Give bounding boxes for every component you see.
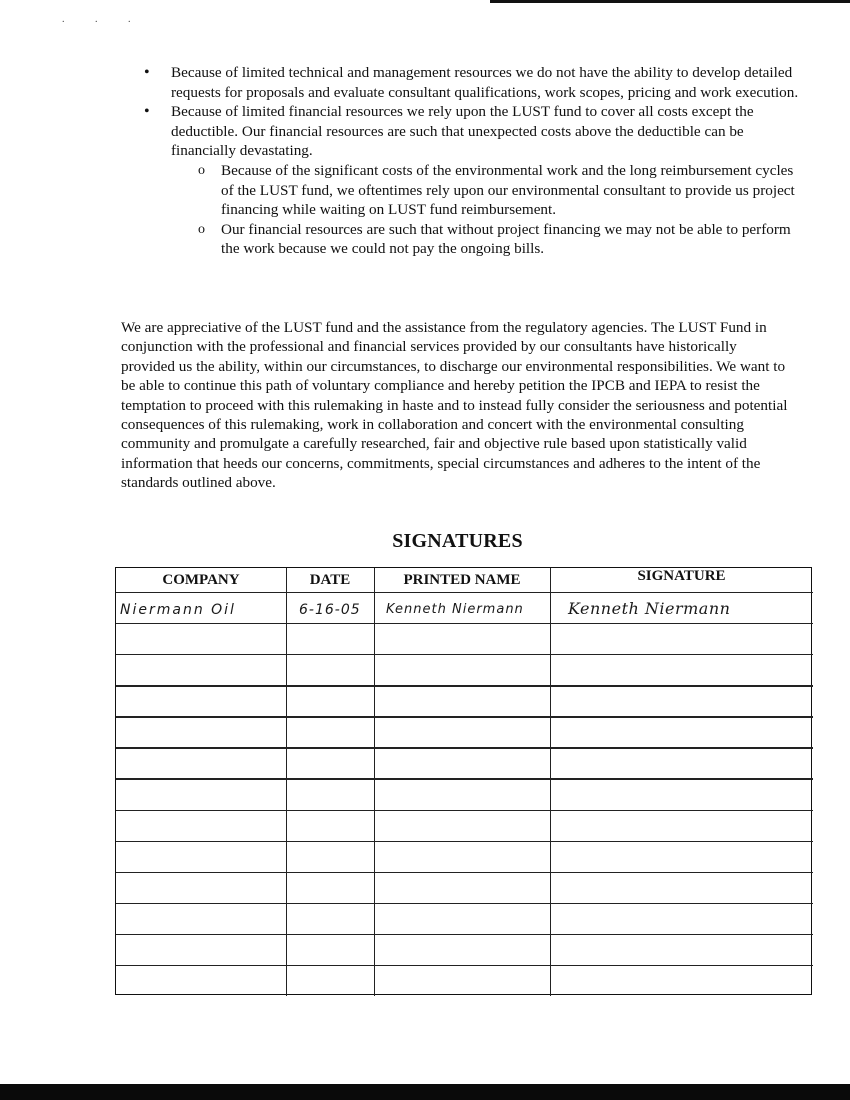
table-row-divider	[116, 965, 813, 966]
table-row-divider	[116, 778, 813, 779]
table-row-divider	[116, 841, 813, 842]
scan-edge-gap	[0, 0, 490, 4]
table-row-divider	[116, 592, 813, 593]
table-row-divider	[116, 903, 813, 904]
table-row-divider	[116, 623, 813, 624]
column-header-signature: SIGNATURE	[637, 568, 726, 584]
table-row-divider	[116, 685, 813, 686]
signatures-title: SIGNATURES	[392, 530, 523, 552]
bullet-item	[142, 102, 802, 161]
scan-edge-bottom	[0, 1084, 850, 1100]
table-column-divider	[286, 568, 287, 996]
row-1-company: Niermann Oil	[120, 602, 236, 618]
table-row-divider	[116, 810, 813, 811]
sub-bullet-item	[142, 220, 802, 259]
bullet-item	[142, 63, 802, 102]
signature-table	[115, 567, 812, 995]
bullet-text: Because of limited financial resources we rely upon the LUST fund to cover all costs except the deductible. Our financial resources are such that unexpected costs above the deductible can be financially devastating.	[171, 103, 754, 160]
column-header-printed-name: PRINTED NAME	[403, 572, 521, 588]
table-row-divider	[116, 934, 813, 935]
sub-bullet-item	[142, 161, 802, 220]
bullet-text: Because of limited technical and management resources we do not have the ability to develop detailed requests for proposals and evaluate consultant qualifications, work scopes, pricing and work execution.	[171, 64, 799, 101]
scan-specks: . . .	[62, 14, 145, 25]
table-row-divider	[116, 872, 813, 873]
body-paragraph: We are appreciative of the LUST fund and the assistance from the regulatory agencies. The LUST Fund in conjunction with the professional and financial services provided by our consultants have historically provided us the ability, within our circumstances, to discharge our environmental responsibilities. We want to be able to continue this path of voluntary compliance and hereby petition the IPCB and IEPA to resist the temptation to proceed with this rulemaking in haste and to instead fully consider the seriousness and potential consequences of this rulemaking, work in collaboration and concert with the environmental consulting community and promulgate a carefully researched, fair and objective rule based upon statistically valid information that heeds our concerns, commitments, special circumstances and adheres to the intent of the standards outlined above.	[121, 319, 788, 492]
table-column-divider	[374, 568, 375, 996]
table-row-divider	[116, 747, 813, 748]
row-1-date: 6-16-05	[299, 602, 361, 618]
sub-bullet-text: Our financial resources are such that without project financing we may not be able to perform the work because we could not pay the ongoing bills.	[221, 220, 791, 258]
table-row-divider	[116, 716, 813, 717]
row-1-printed-name: Kenneth Niermann	[386, 602, 524, 617]
column-header-company: COMPANY	[162, 572, 240, 588]
row-1-signature: Kenneth Niermann	[568, 599, 731, 618]
table-column-divider	[550, 568, 551, 996]
sub-bullet-text: Because of the significant costs of the environmental work and the long reimbursement cycles of the LUST fund, we oftentimes rely upon our environmental consultant to provide us project financing while waiting on LUST fund reimbursement.	[221, 161, 795, 219]
bullet-list	[142, 63, 802, 259]
table-row-divider	[116, 654, 813, 655]
column-header-date: DATE	[309, 572, 351, 588]
